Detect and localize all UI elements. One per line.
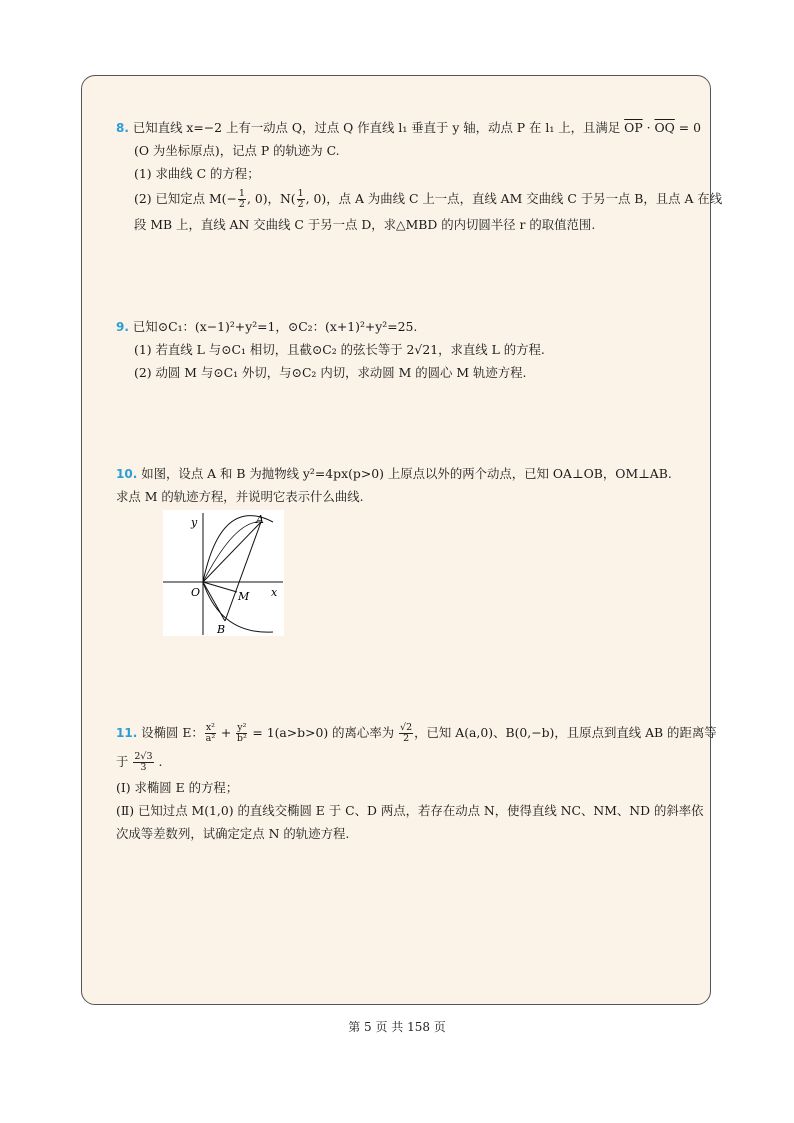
vector-op: $\overline{OP}$ <box>624 120 643 135</box>
p10-line-2: 求点 M 的轨迹方程，并说明它表示什么曲线. <box>116 489 364 504</box>
p8-line-5: 段 MB 上，直线 AN 交曲线 C 于另一点 D，求△MBD 的内切圆半径 r 的取值范围. <box>134 217 596 232</box>
parabola-diagram <box>163 510 284 636</box>
p9-part-2: (2) 动圆 M 与⊙C₁ 外切，与⊙C₂ 内切，求动圆 M 的圆心 M 轨迹方程. <box>134 365 527 380</box>
fraction-distance: $\frac{2√3}{3}$ <box>134 751 153 773</box>
problem-11 <box>116 718 717 845</box>
p11-line-2: 于 $\frac{2√3}{3}$ . <box>116 751 163 773</box>
page-footer: 第 5 页 共 158 页 <box>348 1020 446 1034</box>
problem-10 <box>116 462 686 508</box>
parabola-figure <box>163 510 284 636</box>
label-b: B <box>217 623 226 636</box>
p9-number: 9. <box>116 320 129 334</box>
p11-line-5: 次成等差数列，试确定定点 N 的轨迹方程. <box>116 826 350 841</box>
fraction-half-1: $\frac{1}{2}$ <box>238 188 245 210</box>
p11-number: 11. <box>116 726 138 740</box>
fraction-x2-a2: $\frac{\text{x²}}{\text{a²}}$ <box>205 722 216 744</box>
p9-part-1: (1) 若直线 L 与⊙C₁ 相切，且截⊙C₂ 的弦长等于 2√21，求直线 L 的方程. <box>134 342 545 357</box>
problem-9 <box>116 315 686 384</box>
p8-number: 8. <box>116 121 129 135</box>
p11-part-2: (Ⅱ) 已知过点 M(1,0) 的直线交椭圆 E 于 C、D 两点，若存在动点 N，使得直线 NC、NM、ND 的斜率依 <box>116 803 704 818</box>
label-a: A <box>256 513 264 526</box>
problem-8 <box>116 116 723 236</box>
p10-number: 10. <box>116 467 138 481</box>
fraction-half-2: $\frac{1}{2}$ <box>297 188 304 210</box>
fraction-y2-b2: $\frac{\text{y²}}{\text{b²}}$ <box>236 722 247 744</box>
p8-line-1: 8. 已知直线 x=−2 上有一动点 Q，过点 Q 作直线 l₁ 垂直于 y 轴，动点 P 在 l₁ 上，且满足 $\overline{OP} \cdot \overline{OQ} = 0$ <box>116 120 701 135</box>
p9-line-1: 9. 已知⊙C₁：(x−1)²+y²=1，⊙C₂：(x+1)²+y²=25. <box>116 319 418 334</box>
p11-line-1: 11. 设椭圆 E： $\frac{\text{x²}}{\text{a²}}$ + $\frac{\text{y²}}{\text{b²}}$ = 1(a>b>0) 的离心率为 $\frac{√2}{2}$ ，已知 A(a,0)、B(0,−b)，且原点到直线 AB 的距离等 <box>116 722 717 744</box>
p10-line-1: 10. 如图，设点 A 和 B 为抛物线 y²=4px(p>0) 上原点以外的两个动点，已知 OA⊥OB，OM⊥AB. <box>116 466 672 481</box>
p8-part-2: (2) 已知定点 M(− $\frac{1}{2}$ , 0)，N( $\frac{1}{2}$ , 0)，点 A 为曲线 C 上一点，直线 AM 交曲线 C 于另一点 B，且点 A 在线 <box>134 188 723 210</box>
p8-line-2: (O 为坐标原点)，记点 P 的轨迹为 C. <box>134 143 340 158</box>
label-m: M <box>238 590 250 603</box>
segment-ab <box>225 522 261 621</box>
label-x: x <box>271 586 278 599</box>
vector-oq: $\overline{OQ}$ <box>654 120 675 135</box>
label-o: O <box>191 586 201 599</box>
fraction-eccentricity: $\frac{√2}{2}$ <box>400 722 413 744</box>
label-y: y <box>191 516 198 529</box>
p11-part-1: (Ⅰ) 求椭圆 E 的方程； <box>116 780 239 795</box>
p8-part-1: (1) 求曲线 C 的方程； <box>134 166 260 181</box>
